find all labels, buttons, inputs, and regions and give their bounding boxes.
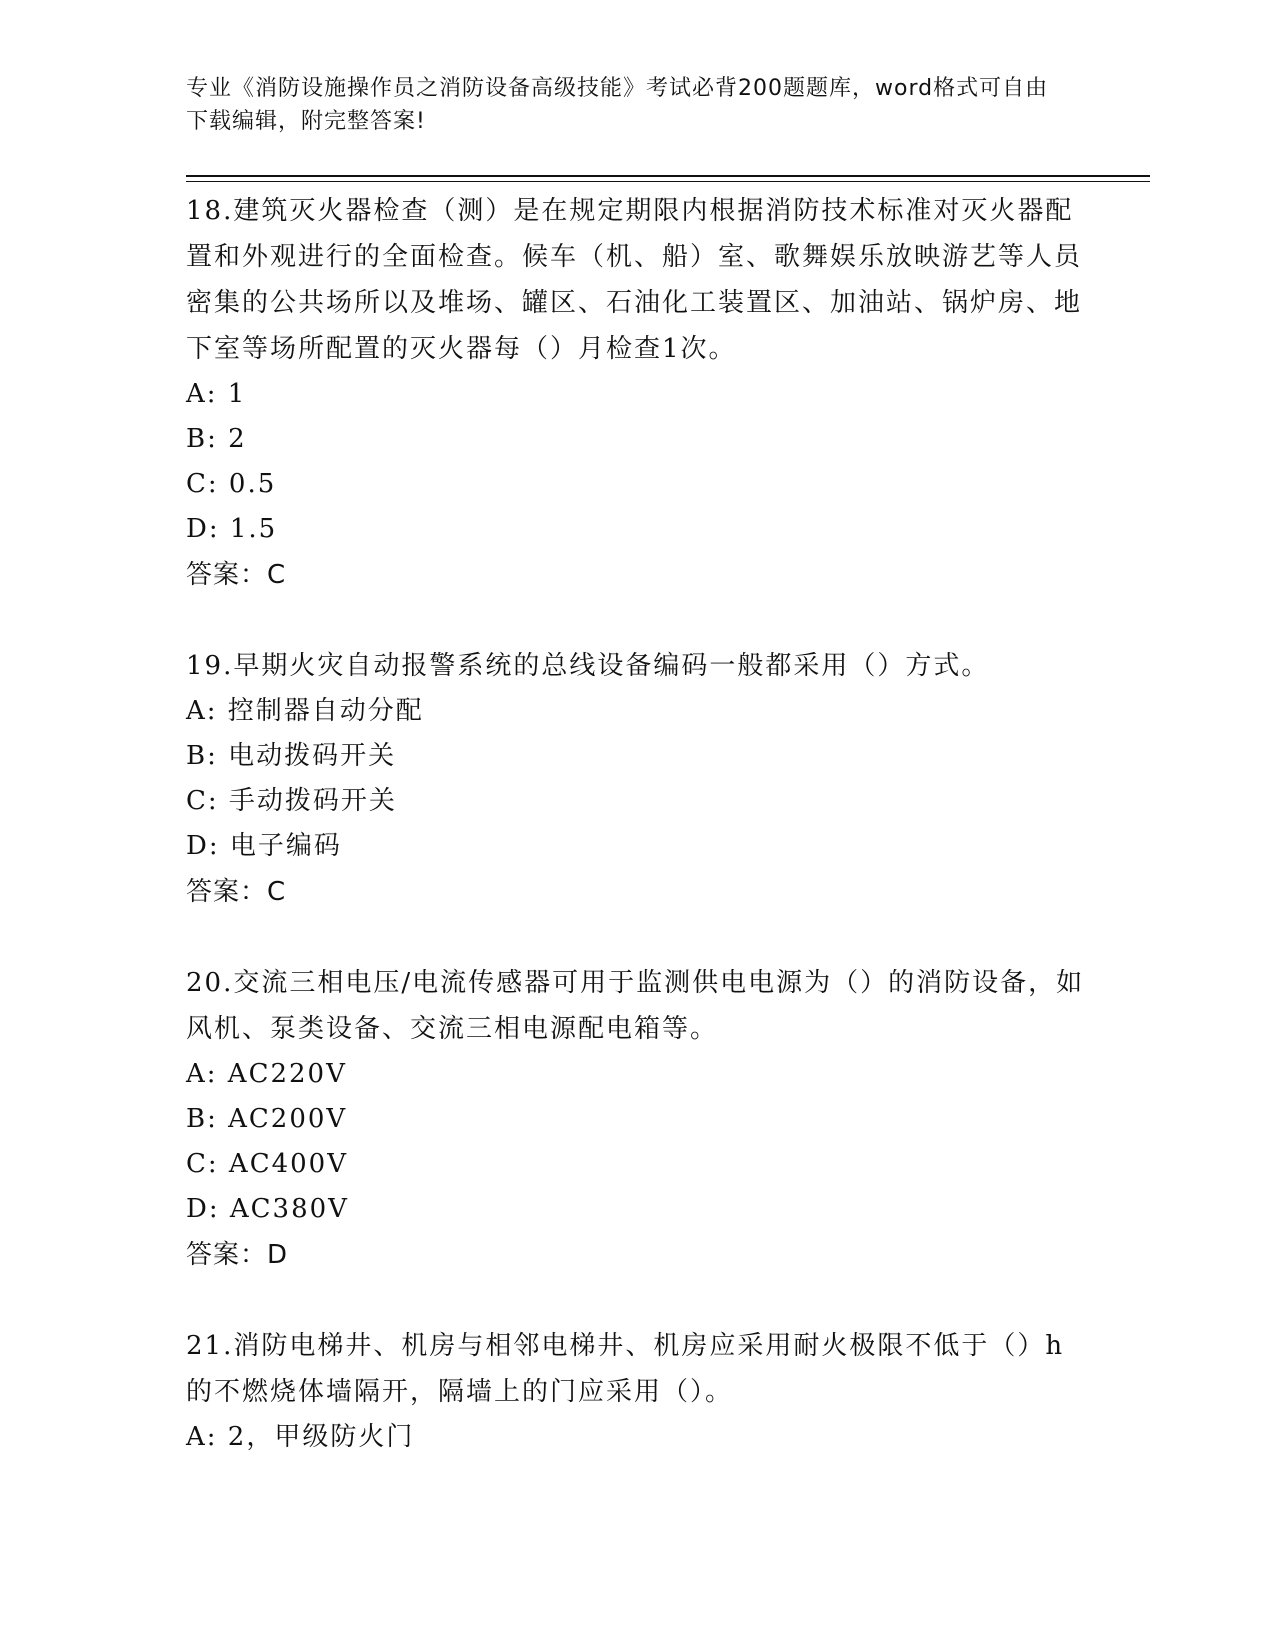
option-c: C: 手动拨码开关 xyxy=(186,786,397,816)
option-b: B: AC200V xyxy=(186,1104,348,1134)
option-b: B: 2 xyxy=(186,424,247,454)
question-21 xyxy=(186,1323,1086,1460)
option-c: C: AC400V xyxy=(186,1149,348,1179)
answer: 答案：C xyxy=(186,560,287,590)
question-20 xyxy=(186,960,1086,1278)
option-a: A: AC220V xyxy=(186,1059,347,1089)
option-c: C: 0.5 xyxy=(186,469,277,499)
option-d: D: 电子编码 xyxy=(186,831,342,861)
question-stem: 18.建筑灭火器检查（测）是在规定期限内根据消防技术标准对灭火器配置和外观进行的全面检查。候车（机、船）室、歌舞娱乐放映游艺等人员密集的公共场所以及堆场、罐区、石油化工装置区、加油站、锅炉房、地下室等场所配置的灭火器每（）月检查1次。 xyxy=(186,196,1083,364)
question-19 xyxy=(186,643,1086,915)
question-list xyxy=(186,188,1086,1460)
spacer xyxy=(186,598,1086,643)
option-d: D: AC380V xyxy=(186,1194,349,1224)
question-18 xyxy=(186,188,1086,598)
header-divider-thick xyxy=(186,175,1150,177)
spacer xyxy=(186,1278,1086,1323)
document-header: 专业《消防设施操作员之消防设备高级技能》考试必背200题题库，word格式可自由下载编辑，附完整答案! xyxy=(186,76,1049,134)
option-d: D: 1.5 xyxy=(186,514,278,544)
question-stem: 19.早期火灾自动报警系统的总线设备编码一般都采用（）方式。 xyxy=(186,651,990,681)
header-divider-thin xyxy=(186,181,1150,182)
question-stem: 21.消防电梯井、机房与相邻电梯井、机房应采用耐火极限不低于（）h的不燃烧体墙隔开，隔墙上的门应采用（）。 xyxy=(186,1331,1065,1407)
option-b: B: 电动拨码开关 xyxy=(186,741,397,771)
answer: 答案：D xyxy=(186,1240,289,1270)
spacer xyxy=(186,915,1086,960)
option-a: A: 2，甲级防火门 xyxy=(186,1422,415,1452)
question-stem: 20.交流三相电压/电流传感器可用于监测供电电源为（）的消防设备，如风机、泵类设备、交流三相电源配电箱等。 xyxy=(186,968,1085,1044)
option-a: A: 控制器自动分配 xyxy=(186,696,424,726)
answer: 答案：C xyxy=(186,877,287,907)
option-a: A: 1 xyxy=(186,379,247,409)
